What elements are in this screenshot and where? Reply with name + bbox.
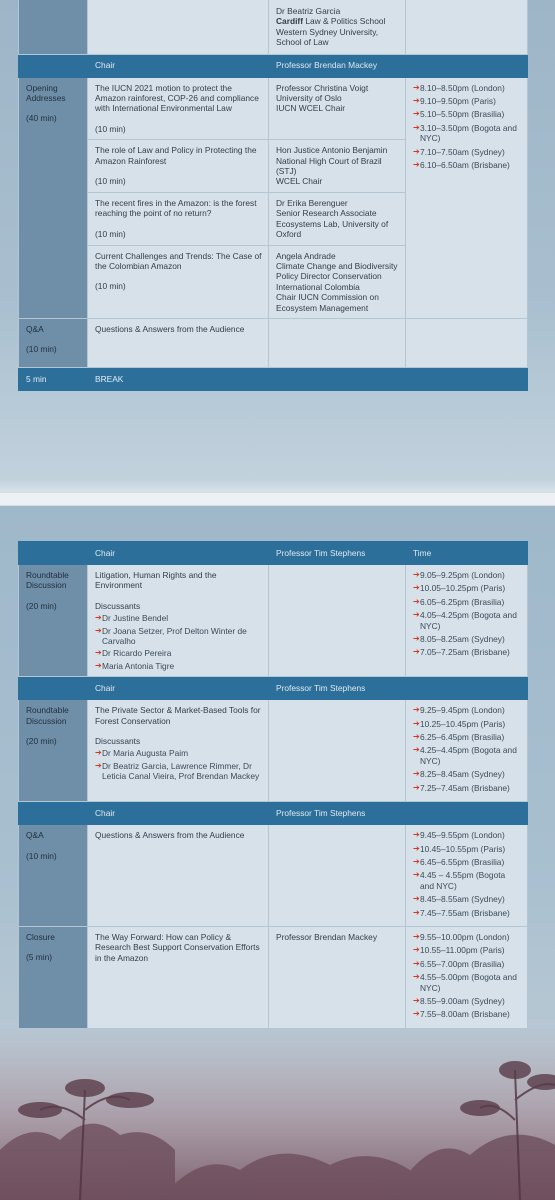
time-item — [413, 83, 521, 93]
time-text: 7.25–7.45am (Brisbane) — [420, 782, 510, 793]
discussants-label: Discussants — [95, 600, 141, 611]
table-row — [19, 926, 528, 1028]
arrow-icon: ➔ — [413, 945, 420, 955]
time-item — [413, 610, 521, 631]
time-item — [413, 647, 521, 657]
agenda-page-2 — [0, 506, 555, 1200]
time-text: 10.55–11.00pm (Paris) — [420, 945, 505, 956]
time-item — [413, 996, 521, 1006]
time-text: 9.45–9.55pm (London) — [420, 830, 505, 841]
time-list — [413, 830, 521, 918]
talk-duration: (10 min) — [95, 123, 126, 134]
arrow-icon: ➔ — [95, 613, 102, 623]
break-row — [19, 367, 528, 390]
speaker-name: Dr Erika Berenguer — [276, 197, 348, 208]
time-text: 9.10–9.50pm (Paris) — [420, 96, 496, 107]
discussant-name: Dr Justine Bendel — [102, 613, 169, 624]
time-item — [413, 857, 521, 867]
talk-title: The IUCN 2021 motion to protect the Amazon rainforest, COP-26 and compliance with International Environmental Law — [95, 82, 259, 114]
time-item — [413, 634, 521, 644]
session-duration: (40 min) — [26, 113, 57, 124]
speaker-name: Angela Andrade — [276, 250, 336, 261]
discussant-item — [95, 626, 262, 647]
time-item — [413, 783, 521, 793]
session-duration: (10 min) — [26, 344, 57, 355]
table-row — [19, 318, 528, 367]
time-item — [413, 894, 521, 904]
time-text: 8.45–8.55am (Sydney) — [420, 894, 505, 905]
session-label: Roundtable Discussion — [26, 705, 69, 726]
time-text: 5.10–5.50pm (Brasilia) — [420, 109, 505, 120]
speaker-name: Professor Christina Voigt — [276, 82, 369, 93]
arrow-icon: ➔ — [413, 931, 420, 941]
time-list — [413, 932, 521, 1020]
speaker-name: Dr Beatriz Garcia — [276, 6, 341, 16]
chair-label: Chair — [95, 547, 116, 558]
time-text: 7.05–7.25am (Brisbane) — [420, 647, 510, 658]
arrow-icon: ➔ — [413, 718, 420, 728]
arrow-icon: ➔ — [413, 856, 420, 866]
time-text: 6.25–6.45pm (Brasilia) — [420, 732, 505, 743]
time-item — [413, 972, 521, 993]
arrow-icon: ➔ — [413, 82, 420, 92]
speaker-affil: Western Sydney University, — [276, 26, 379, 37]
time-text: 4.55–5.00pm (Bogota and NYC) — [420, 972, 517, 993]
discussant-item — [95, 613, 262, 623]
talk-duration: (10 min) — [95, 281, 126, 292]
discussant-name: Dr Beatriz Garcia, Lawrence Rimmer, Dr Leticia Canal Vieira, Prof Brendan Mackey — [102, 760, 260, 782]
forest-background-image — [0, 1030, 555, 1200]
table-row — [19, 565, 528, 677]
arrow-icon: ➔ — [413, 769, 420, 779]
chair-name: Professor Tim Stephens — [276, 547, 366, 558]
time-item — [413, 160, 521, 170]
time-item — [413, 932, 521, 942]
time-column-label: Time — [413, 547, 432, 558]
time-item — [413, 908, 521, 918]
time-text: 6.45–6.55pm (Brasilia) — [420, 856, 505, 867]
table-header-row — [19, 542, 528, 565]
discussant-item — [95, 761, 262, 782]
session-duration: (20 min) — [26, 736, 57, 747]
discussants-label: Discussants — [95, 736, 141, 747]
time-text: 6.05–6.25pm (Brasilia) — [420, 596, 505, 607]
speaker-affil: National High Court of Brazil (STJ) WCEL Chair — [276, 155, 382, 187]
time-item — [413, 732, 521, 742]
speaker-affil: Climate Change and Biodiversity Policy Director Conservation International Colombia Chair IUCN Commission on Ecosystem Management — [276, 260, 398, 313]
break-text: BREAK — [95, 373, 124, 384]
arrow-icon: ➔ — [95, 748, 102, 758]
time-item — [413, 959, 521, 969]
time-text: 7.45–7.55am (Brisbane) — [420, 907, 510, 918]
agenda-page-1 — [0, 0, 555, 492]
time-text: 6.55–7.00pm (Brasilia) — [420, 958, 505, 969]
session-title: The Private Sector & Market-Based Tools for Forest Conservation — [95, 705, 261, 726]
speaker-name: Professor Brendan Mackey — [276, 931, 378, 942]
time-item — [413, 870, 521, 891]
time-list — [413, 705, 521, 793]
discussant-name: Maria Antonia Tigre — [102, 660, 175, 671]
speaker-org-rest: Law & Politics School — [305, 16, 386, 27]
session-label: Opening Addresses — [26, 82, 66, 104]
arrow-icon: ➔ — [413, 830, 420, 840]
discussant-list — [95, 613, 262, 671]
break-label: 5 min — [26, 373, 47, 384]
speaker-affil: School of Law — [276, 37, 329, 48]
arrow-icon: ➔ — [413, 894, 420, 904]
arrow-icon: ➔ — [413, 122, 420, 132]
chair-label: Chair — [95, 60, 116, 71]
time-text: 9.25–9.45pm (London) — [420, 705, 505, 716]
arrow-icon: ➔ — [413, 907, 420, 917]
chair-name: Professor Tim Stephens — [276, 807, 366, 818]
time-item — [413, 830, 521, 840]
time-text: 8.05–8.25am (Sydney) — [420, 634, 505, 645]
time-text: 10.25–10.45pm (Paris) — [420, 718, 506, 729]
session-duration: (20 min) — [26, 600, 57, 611]
session-title: Litigation, Human Rights and the Environment — [95, 570, 217, 591]
session-label: Q&A — [26, 323, 44, 334]
time-item — [413, 1009, 521, 1019]
table-row — [19, 825, 528, 927]
time-item — [413, 597, 521, 607]
speaker-affil: University of Oslo IUCN WCEL Chair — [276, 93, 346, 114]
time-text: 9.05–9.25pm (London) — [420, 570, 505, 580]
time-item — [413, 945, 521, 955]
time-text: 4.25–4.45pm (Bogota and NYC) — [420, 745, 517, 766]
arrow-icon: ➔ — [413, 972, 420, 982]
time-text: 3.10–3.50pm (Bogota and NYC) — [420, 122, 517, 144]
arrow-icon: ➔ — [413, 732, 420, 742]
table-row — [19, 77, 528, 140]
time-item — [413, 147, 521, 157]
session-label: Roundtable Discussion — [26, 570, 69, 591]
chair-name: Professor Tim Stephens — [276, 683, 366, 694]
talk-duration: (10 min) — [95, 228, 126, 239]
chair-name: Professor Brendan Mackey — [276, 60, 378, 71]
time-text: 8.55–9.00am (Sydney) — [420, 995, 505, 1006]
table-row — [19, 700, 528, 802]
qa-text: Questions & Answers from the Audience — [95, 830, 245, 841]
time-text: 8.25–8.45am (Sydney) — [420, 769, 505, 780]
arrow-icon: ➔ — [413, 634, 420, 644]
page-divider — [0, 492, 555, 506]
discussant-item — [95, 648, 262, 658]
arrow-icon: ➔ — [413, 1009, 420, 1019]
time-item — [413, 769, 521, 779]
talk-duration: (10 min) — [95, 176, 126, 187]
time-item — [413, 570, 521, 580]
arrow-icon: ➔ — [413, 870, 420, 880]
table-header-row — [19, 677, 528, 700]
discussant-name: Dr Maria Augusta Paim — [102, 748, 189, 759]
arrow-icon: ➔ — [413, 109, 420, 119]
time-list — [413, 570, 521, 658]
arrow-icon: ➔ — [413, 705, 420, 715]
talk-title: The role of Law and Policy in Protecting the Amazon Rainforest — [95, 145, 257, 166]
arrow-icon: ➔ — [413, 570, 420, 579]
arrow-icon: ➔ — [413, 596, 420, 606]
session-label: Closure — [26, 931, 55, 942]
time-text: 4.45 – 4.55pm (Bogota and NYC) — [420, 870, 506, 891]
time-text: 10.45–10.55pm (Paris) — [420, 843, 506, 854]
table-row — [19, 0, 528, 54]
arrow-icon: ➔ — [95, 660, 102, 670]
time-text: 8.10–8.50pm (London) — [420, 82, 505, 93]
talk-title: The recent fires in the Amazon: is the forest reaching the point of no return? — [95, 197, 257, 219]
time-text: 4.05–4.25pm (Bogota and NYC) — [420, 610, 517, 631]
time-text: 10.05–10.25pm (Paris) — [420, 583, 506, 594]
qa-text: Questions & Answers from the Audience — [95, 323, 245, 334]
arrow-icon: ➔ — [413, 843, 420, 853]
time-item — [413, 109, 521, 119]
time-list — [413, 83, 521, 171]
session-duration: (5 min) — [26, 952, 53, 963]
discussant-item — [95, 748, 262, 758]
chair-label: Chair — [95, 683, 116, 694]
time-text: 6.10–6.50am (Brisbane) — [420, 160, 510, 171]
arrow-icon: ➔ — [413, 958, 420, 968]
time-item — [413, 123, 521, 144]
time-item — [413, 844, 521, 854]
time-text: 7.10–7.50am (Sydney) — [420, 146, 505, 157]
time-text: 7.55–8.00am (Brisbane) — [420, 1009, 510, 1020]
arrow-icon: ➔ — [413, 146, 420, 156]
speaker-name: Hon Justice Antonio Benjamin — [276, 145, 388, 156]
session-title: The Way Forward: How can Policy & Research Best Support Conservation Efforts in the Amazon — [95, 931, 260, 963]
arrow-icon: ➔ — [95, 625, 102, 635]
time-item — [413, 705, 521, 715]
arrow-icon: ➔ — [413, 745, 420, 755]
table-header-row — [19, 802, 528, 825]
speaker-affil: Senior Research Associate Ecosystems Lab, University of Oxford — [276, 208, 389, 240]
discussant-name: Dr Joana Setzer, Prof Delton Winter de Carvalho — [102, 625, 247, 647]
time-item — [413, 745, 521, 766]
arrow-icon: ➔ — [413, 160, 420, 170]
discussant-list — [95, 748, 262, 781]
agenda-table-2 — [18, 541, 528, 1029]
arrow-icon: ➔ — [95, 760, 102, 770]
arrow-icon: ➔ — [95, 648, 102, 658]
table-header-row — [19, 54, 528, 77]
arrow-icon: ➔ — [413, 583, 420, 593]
discussant-name: Dr Ricardo Pereira — [102, 648, 172, 659]
session-duration: (10 min) — [26, 850, 57, 861]
speaker-org: Cardiff — [276, 16, 303, 27]
session-label: Q&A — [26, 830, 44, 841]
agenda-table-1 — [18, 0, 528, 391]
time-item — [413, 583, 521, 593]
discussant-item — [95, 661, 262, 671]
arrow-icon: ➔ — [413, 647, 420, 657]
arrow-icon: ➔ — [413, 96, 420, 106]
arrow-icon: ➔ — [413, 610, 420, 620]
arrow-icon: ➔ — [413, 782, 420, 792]
talk-title: Current Challenges and Trends: The Case of the Colombian Amazon — [95, 250, 262, 271]
time-item — [413, 96, 521, 106]
time-text: 9.55–10.00pm (London) — [420, 931, 510, 942]
time-item — [413, 719, 521, 729]
arrow-icon: ➔ — [413, 995, 420, 1005]
chair-label: Chair — [95, 807, 116, 818]
